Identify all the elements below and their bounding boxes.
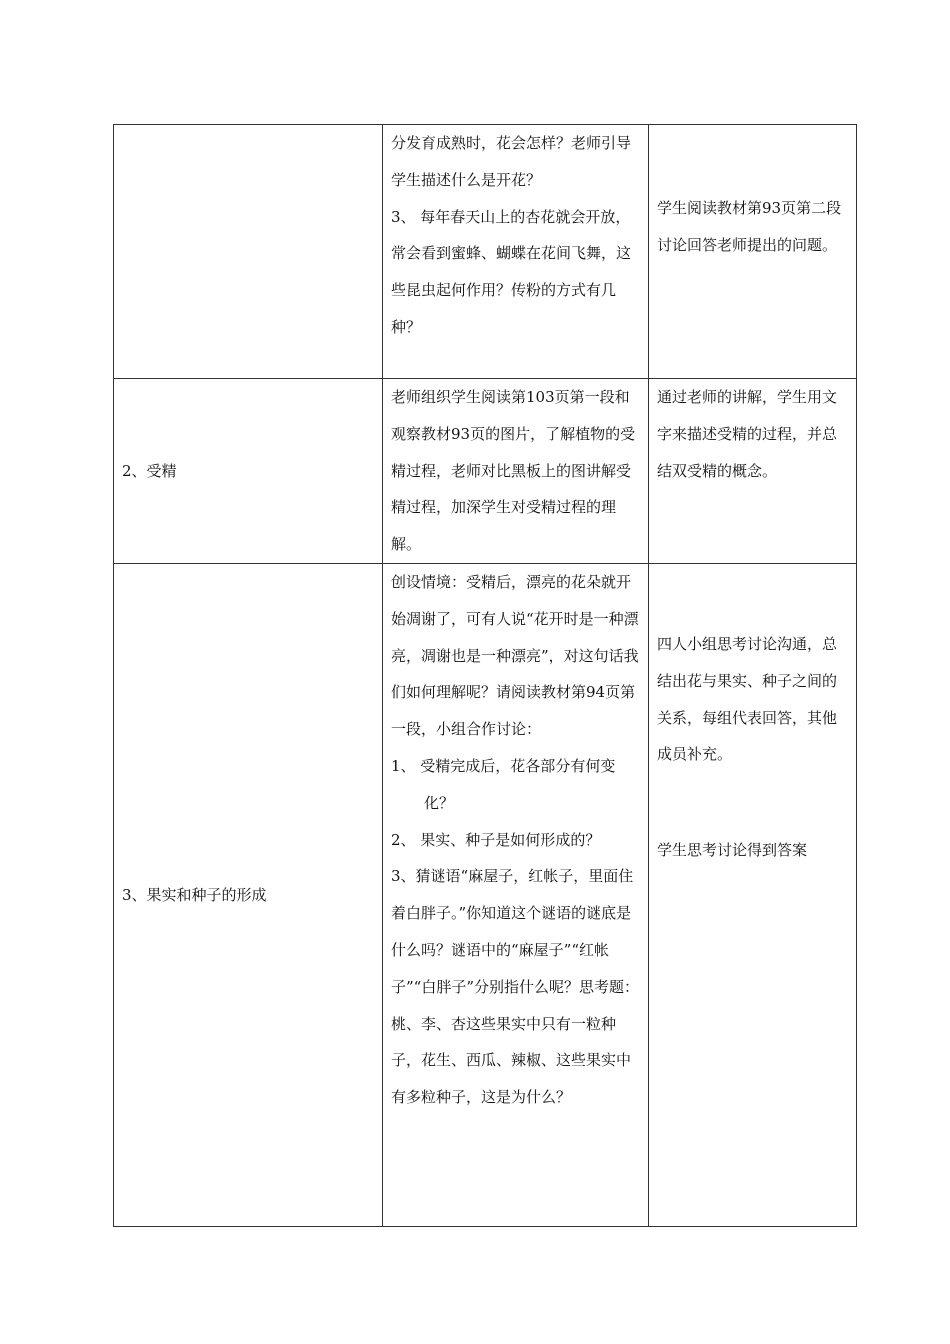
teacher-paragraph: 创设情境：受精后，漂亮的花朵就开始凋谢了，可有人说“花开时是一种漂亮，凋谢也是一种漂亮”，对这句话我们如何理解呢？请阅读教材第94页第一段，小组合作讨论： <box>391 573 639 739</box>
table-row <box>114 379 857 564</box>
teacher-activity-cell <box>383 379 649 564</box>
student-activity-cell <box>649 125 857 379</box>
student-paragraph: 四人小组思考讨论沟通，总结出花与果实、种子之间的关系，每组代表回答，其他成员补充。 <box>657 635 838 764</box>
topic-cell: 3、果实和种子的形成 <box>114 564 383 1227</box>
teacher-question: 1、 受精完成后，花各部分有何变化？ <box>391 756 616 812</box>
teacher-question: 2、 果实、种子是如何形成的？ <box>391 830 601 849</box>
table-row <box>114 564 857 1227</box>
teacher-paragraph: 桃、李、杏这些果实中只有一粒种子，花生、西瓜、辣椒、这些果实中有多粒种子，这是为什么？ <box>391 1014 632 1107</box>
topic-cell <box>114 125 383 379</box>
teacher-activity-cell <box>383 564 649 1227</box>
student-paragraph: 学生阅读教材第93页第二段讨论回答老师提出的问题。 <box>657 199 842 254</box>
topic-cell: 2、受精 <box>114 379 383 564</box>
student-paragraph: 学生思考讨论得到答案 <box>657 841 808 860</box>
student-paragraph: 通过老师的讲解，学生用文字来描述受精的过程，并总结双受精的概念。 <box>657 388 838 480</box>
teacher-paragraph: 3、 每年春天山上的杏花就会开放，常会看到蜜蜂、蝴蝶在花间飞舞，这些昆虫起何作用？传粉的方式有几种？ <box>391 207 632 336</box>
teacher-paragraph: 老师组织学生阅读第103页第一段和观察教材93页的图片，了解植物的受精过程，老师对比黑板上的图讲解受精过程，加深学生对受精过程的理解。 <box>391 388 636 554</box>
table-row <box>114 125 857 379</box>
teacher-paragraph: 分发育成熟时，花会怎样？老师引导学生描述什么是开花？ <box>391 134 632 189</box>
teacher-question: 3、猜谜语“麻屋子，红帐子，里面住着白胖子。”你知道这个谜语的谜底是什么吗？谜语中的“麻屋子”“红帐子”“白胖子”分别指什么呢？思考题： <box>391 867 640 996</box>
student-activity-cell <box>649 564 857 1227</box>
student-activity-cell <box>649 379 857 564</box>
teacher-activity-cell <box>383 125 649 379</box>
lesson-plan-table <box>113 124 857 1227</box>
